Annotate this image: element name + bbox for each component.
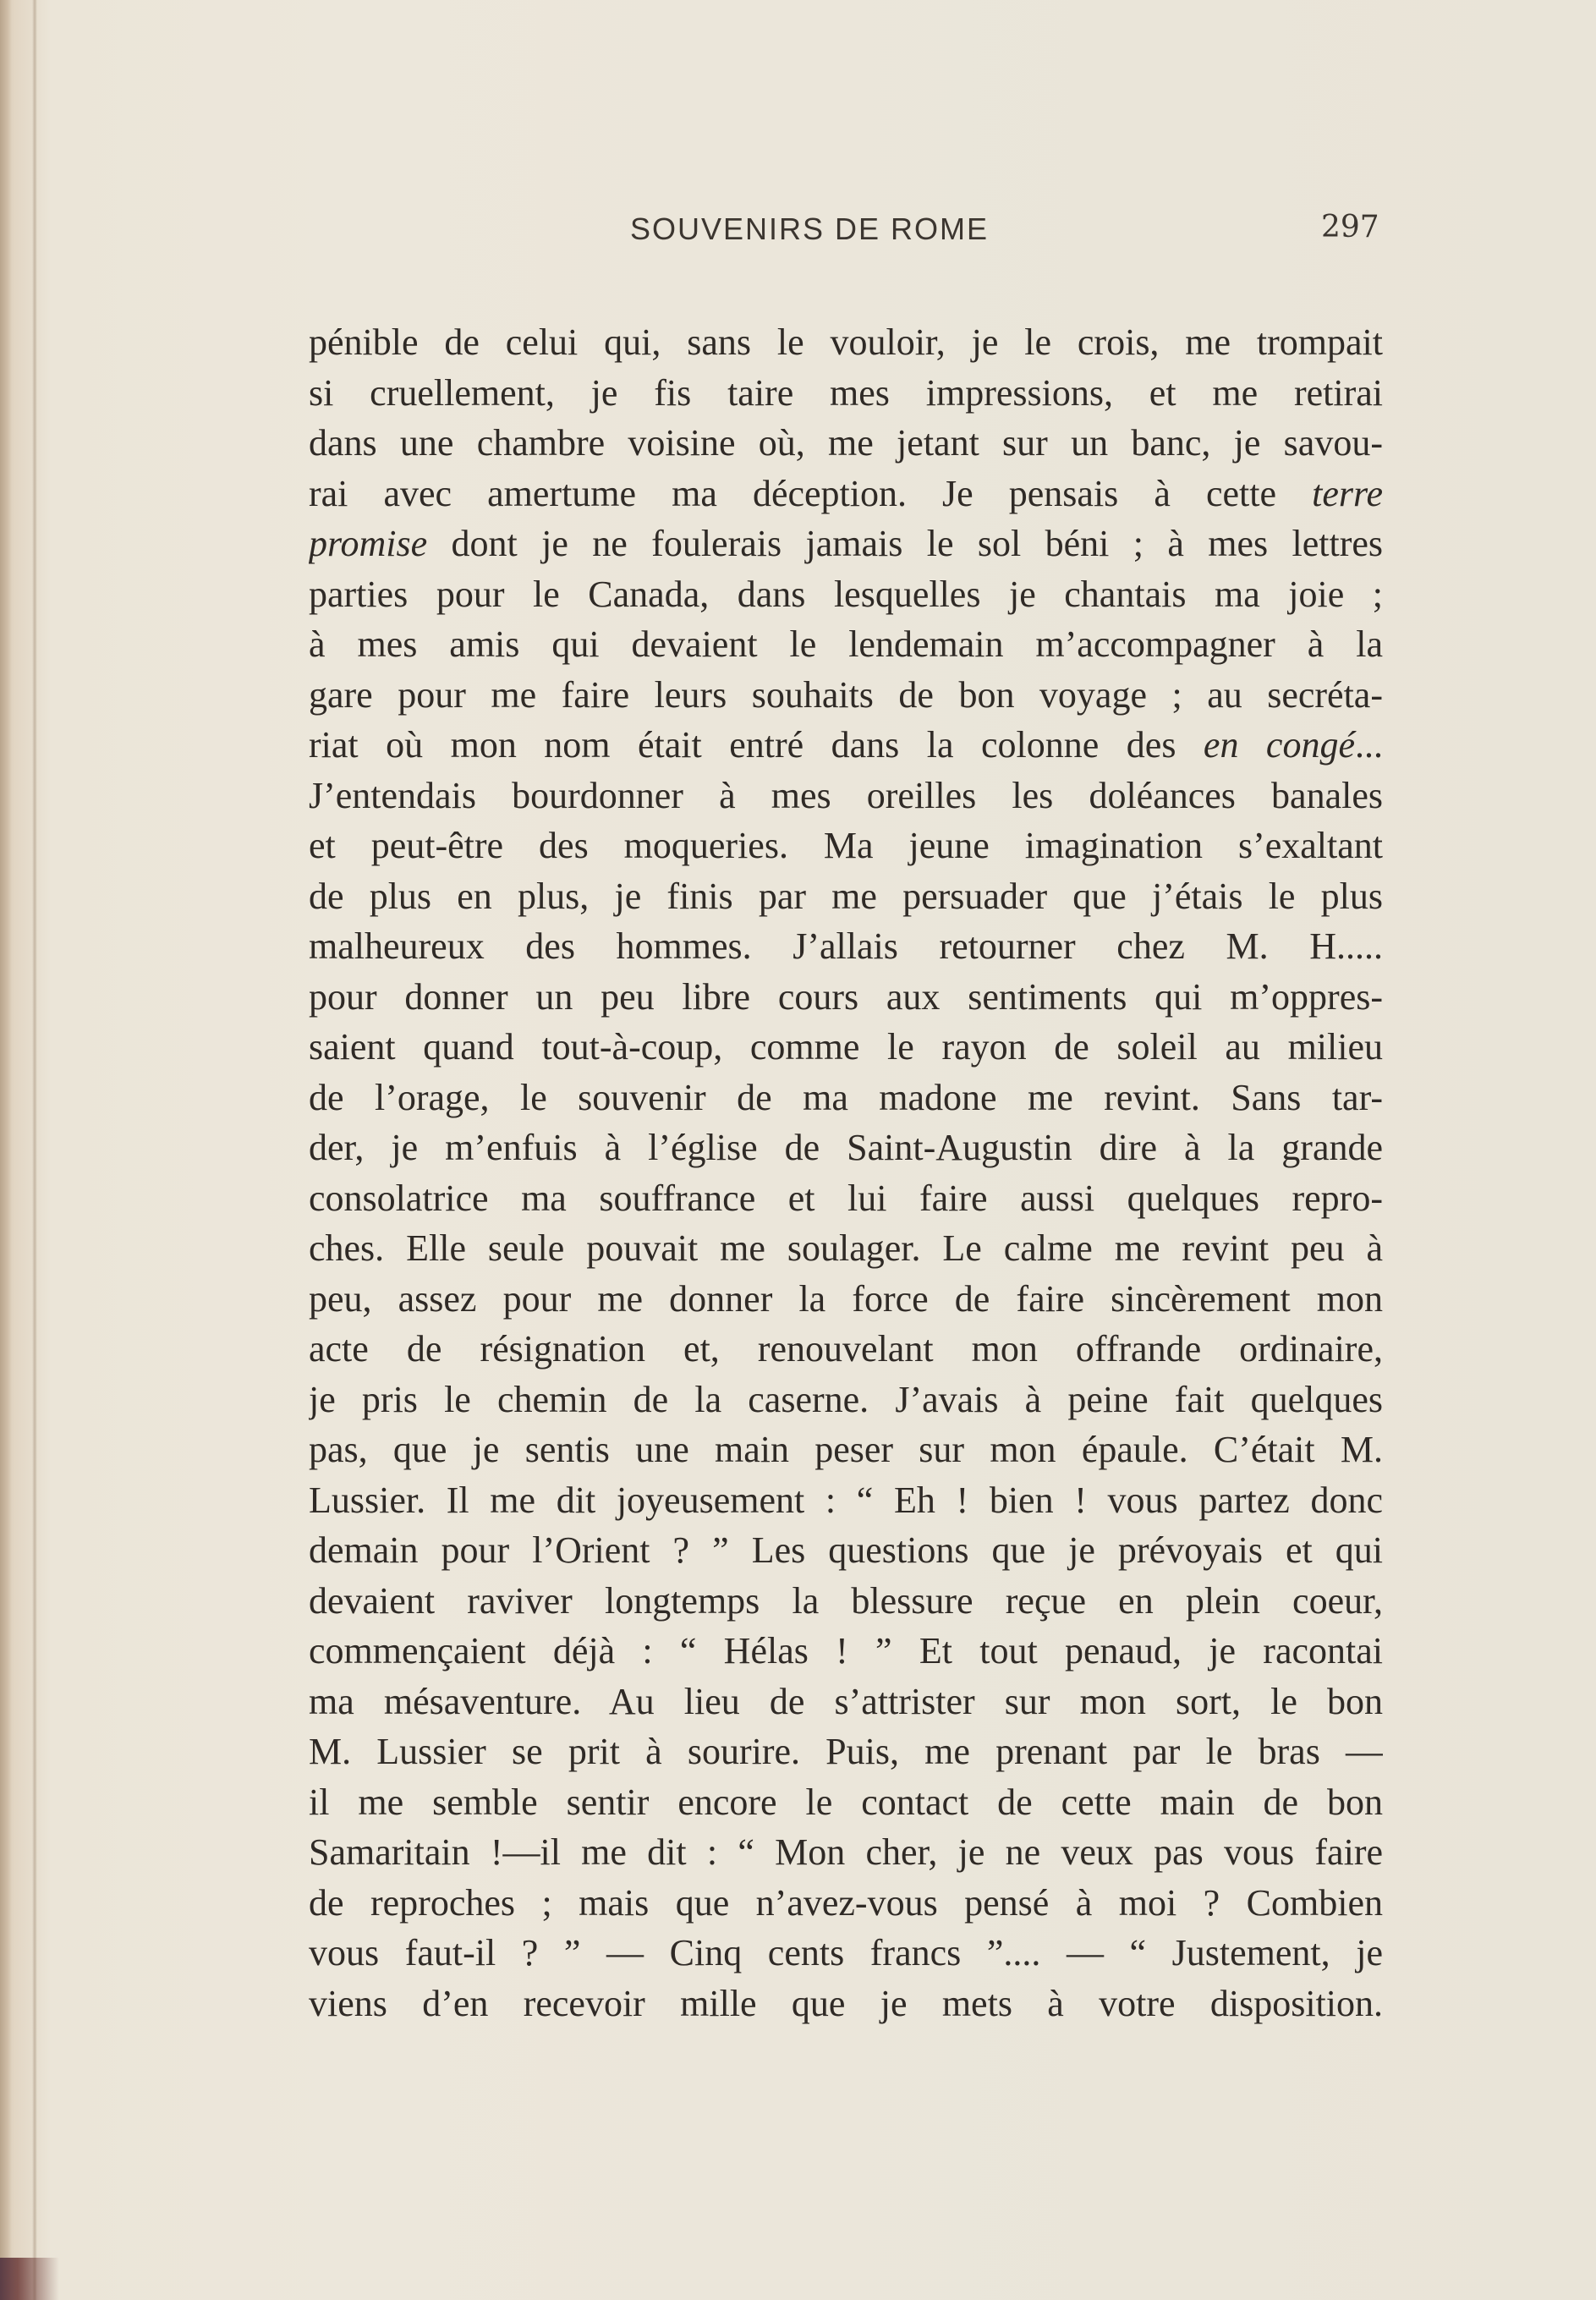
line-text: gare pour me faire leurs souhaits de bon voyage ; au secréta-	[309, 673, 1383, 716]
text-line	[309, 418, 1383, 469]
text-line	[309, 1777, 1383, 1828]
line-text: acte de résignation et, renouvelant mon offrande ordinaire,	[309, 1328, 1383, 1370]
line-text: M. Lussier se prit à sourire. Puis, me prenant par le bras —	[309, 1731, 1383, 1772]
text-line	[309, 569, 1383, 620]
line-text: si cruellement, je fis taire mes impressions, et me retirai	[309, 371, 1383, 414]
text-line	[309, 821, 1383, 871]
text-line	[309, 1827, 1383, 1878]
italic-phrase: promise	[309, 523, 428, 564]
line-text: viens d’en recevoir mille que je mets à votre disposition.	[309, 1982, 1383, 2024]
text-line	[309, 1576, 1383, 1627]
text-line	[309, 469, 1383, 519]
line-text: à mes amis qui devaient le lendemain m’accompagner à la	[309, 623, 1383, 665]
line-text: de plus en plus, je finis par me persuader que j’étais le plus	[309, 875, 1383, 917]
line-text: ches. Elle seule pouvait me soulager. Le calme me revint peu à	[309, 1227, 1383, 1269]
line-text: pour donner un peu libre cours aux sentiments qui m’oppres-	[309, 975, 1383, 1018]
line-text: de reproches ; mais que n’avez-vous pensé à moi ? Combien	[309, 1881, 1383, 1924]
text-line	[309, 619, 1383, 670]
text-line	[309, 1223, 1383, 1274]
text-line	[309, 871, 1383, 922]
line-text: de l’orage, le souvenir de ma madone me revint. Sans tar-	[309, 1076, 1383, 1118]
text-line	[309, 1475, 1383, 1526]
text-line	[309, 1928, 1383, 1979]
text-line	[309, 972, 1383, 1023]
text-line	[309, 1022, 1383, 1073]
line-text: Lussier. Il me dit joyeusement : “ Eh ! bien ! vous partez donc	[309, 1479, 1383, 1521]
text-line	[309, 1424, 1383, 1475]
line-text: il me semble sentir encore le contact de cette main de bon	[309, 1781, 1383, 1823]
line-text: et peut-être des moqueries. Ma jeune imagination s’exaltant	[309, 825, 1383, 866]
line-text: je pris le chemin de la caserne. J’avais à peine fait quelques	[309, 1378, 1383, 1420]
line-text: malheureux des hommes. J’allais retourner chez M. H.....	[309, 925, 1383, 967]
line-text: peu, assez pour me donner la force de faire sincèrement mon	[309, 1277, 1383, 1320]
line-text: parties pour le Canada, dans lesquelles je chantais ma joie ;	[309, 573, 1383, 615]
italic-phrase: terre	[1312, 472, 1383, 514]
text-line	[309, 1274, 1383, 1325]
text-line	[309, 519, 1383, 569]
text-line	[309, 1726, 1383, 1777]
text-line	[309, 368, 1383, 419]
line-text: J’entendais bourdonner à mes oreilles les doléances banales	[309, 774, 1383, 816]
text-line	[309, 1324, 1383, 1375]
line-text: commençaient déjà : “ Hélas ! ” Et tout penaud, je racontai	[309, 1630, 1383, 1671]
line-text: der, je m’enfuis à l’église de Saint-Augustin dire à la grande	[309, 1127, 1383, 1168]
line-text: riat où mon nom était entré dans la colonne des	[309, 724, 1204, 766]
italic-phrase: en congé	[1203, 724, 1355, 766]
text-line	[309, 720, 1383, 771]
text-line	[309, 1173, 1383, 1224]
spine-shadow	[0, 0, 12, 2300]
text-line	[309, 1123, 1383, 1173]
line-text: pas, que je sentis une main peser sur mon épaule. C’était M.	[309, 1429, 1383, 1470]
text-line	[309, 1525, 1383, 1576]
text-line	[309, 1375, 1383, 1425]
binding-corner-mark	[0, 2258, 59, 2300]
line-text: consolatrice ma souffrance et lui faire aussi quelques repro-	[309, 1177, 1383, 1219]
line-text: vous faut-il ? ” — Cinq cents francs ”.... — “ Justement, je	[309, 1932, 1383, 1973]
running-head-title: SOUVENIRS DE ROME	[630, 211, 990, 246]
page-edge-line	[32, 0, 37, 2300]
text-line	[309, 670, 1383, 721]
text-line	[309, 1979, 1383, 2029]
text-line	[309, 1878, 1383, 1929]
text-line	[309, 1677, 1383, 1727]
line-text: dans une chambre voisine où, me jetant sur un banc, je savou-	[309, 422, 1383, 464]
text-line	[309, 1073, 1383, 1123]
line-text: pénible de celui qui, sans le vouloir, je le crois, me trompait	[309, 321, 1383, 363]
line-text: ma mésaventure. Au lieu de s’attrister sur mon sort, le bon	[309, 1680, 1383, 1722]
line-text: devaient raviver longtemps la blessure reçue en plein coeur,	[309, 1579, 1383, 1622]
line-text: demain pour l’Orient ? ” Les questions que je prévoyais et qui	[309, 1529, 1383, 1571]
body-text	[309, 317, 1383, 2028]
line-text: dont je ne foulerais jamais le sol béni ; à mes lettres	[427, 523, 1383, 564]
text-line	[309, 921, 1383, 972]
line-text: saient quand tout-à-coup, comme le rayon de soleil au milieu	[309, 1026, 1383, 1068]
text-line	[309, 317, 1383, 368]
page-number: 297	[1321, 210, 1379, 244]
line-text: Samaritain !—il me dit : “ Mon cher, je ne veux pas vous faire	[309, 1831, 1383, 1873]
line-text: ...	[1355, 724, 1383, 766]
text-line	[309, 1626, 1383, 1677]
text-line	[309, 771, 1383, 821]
line-text: rai avec amertume ma déception. Je pensais à cette	[309, 472, 1313, 514]
